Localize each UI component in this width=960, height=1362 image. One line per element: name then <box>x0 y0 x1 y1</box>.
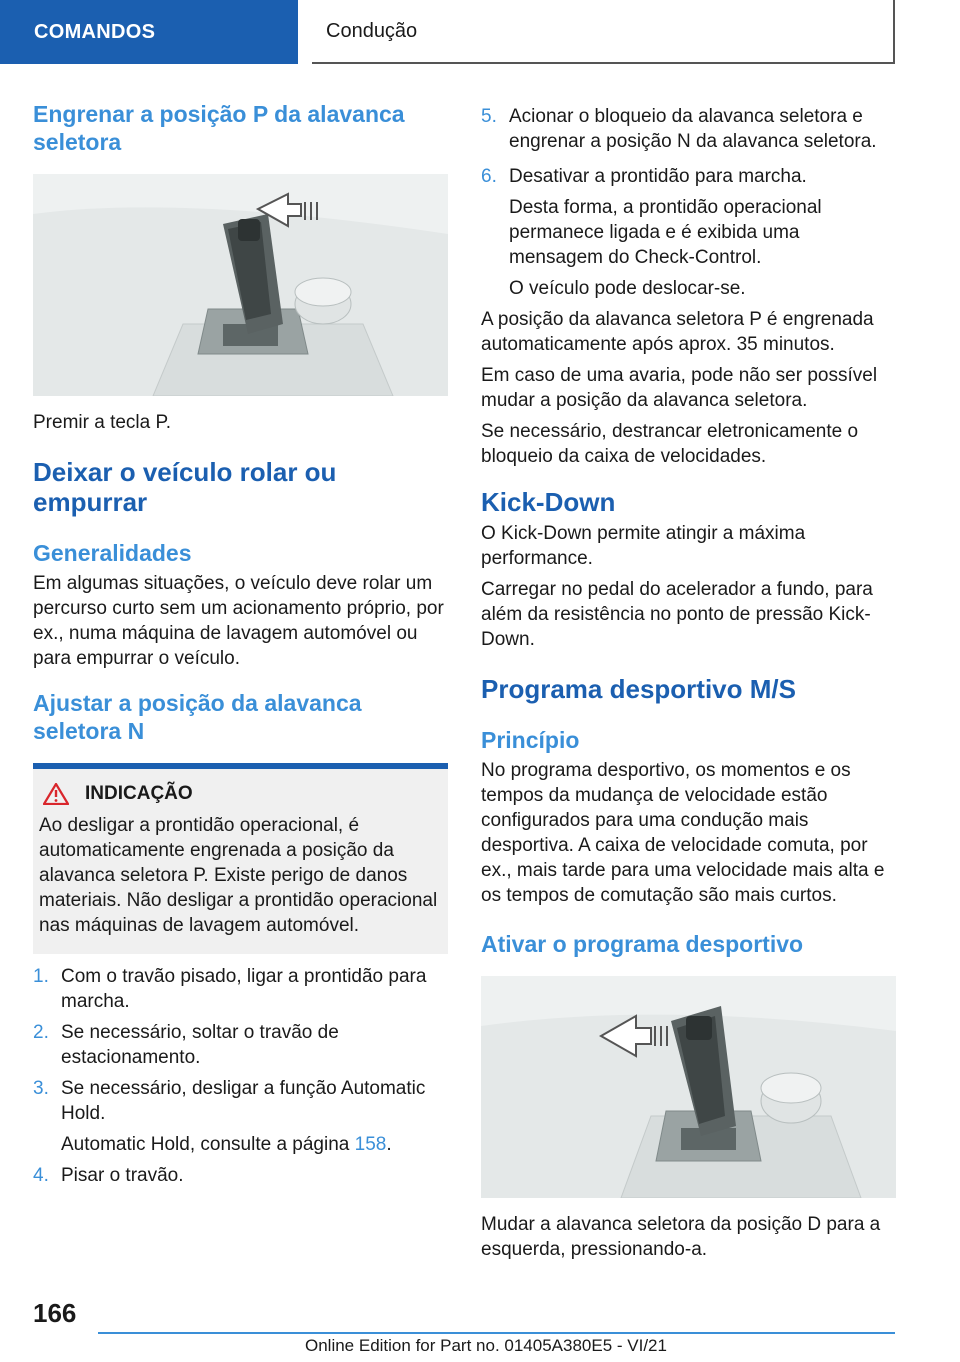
section-tab: COMANDOS <box>0 0 298 64</box>
page-number: 166 <box>33 1298 77 1328</box>
list-number: 2. <box>33 1022 49 1043</box>
paragraph-auto-p: A posição da alavanca seletora P é engrenada automaticamente após aprox. 35 minutos. <box>481 309 874 355</box>
list-item <box>481 164 896 189</box>
notice-box <box>33 769 448 954</box>
list-number: 5. <box>481 106 497 127</box>
step6-note-1: Desta forma, a prontidão operacional permanece ligada e é exibida uma mensagem do Check-Control. <box>509 197 822 268</box>
notice-header <box>39 783 440 805</box>
gear-selector-p-image <box>33 174 448 396</box>
list-item <box>33 1020 448 1070</box>
heading-roll-push: Deixar o veículo rolar ou empurrar <box>33 457 337 517</box>
paragraph-unlock: Se necessário, destrancar eletronicamente o bloqueio da caixa de velocidades. <box>481 421 859 467</box>
list-item <box>33 964 448 1014</box>
list-number: 3. <box>33 1078 49 1099</box>
heading-adjust-n: Ajustar a posição da alavanca seletora N <box>33 690 362 744</box>
chapter-title: Condução <box>312 0 895 64</box>
list-text: Se necessário, desligar a função Automatic Hold. <box>61 1078 426 1124</box>
caption-press-p: Premir a tecla P. <box>33 412 171 433</box>
step3-ref-text: Automatic Hold, consulte a página <box>61 1134 355 1155</box>
left-column <box>33 100 448 1188</box>
list-item <box>33 1163 448 1188</box>
gear-selector-sport-illustration <box>481 976 896 1198</box>
heading-activate-sport: Ativar o programa desportivo <box>481 931 804 957</box>
caption-sport: Mudar a alavanca seletora da posição D para a esquerda, pressionando-a. <box>481 1214 881 1260</box>
list-number: 1. <box>33 966 49 987</box>
gear-selector-p-illustration <box>33 174 448 396</box>
paragraph-general: Em algumas situações, o veículo deve rolar um percurso curto sem um acionamento próprio, por ex., numa máquina de lavagem automóvel ou para empurrar o veículo. <box>33 573 444 669</box>
list-item <box>481 104 896 154</box>
paragraph-principle: No programa desportivo, os momentos e os tempos da mudança de velocidade estão configurados para uma condução mais desportiva. A caixa de velocidade comuta, por ex., mais tarde para uma velocidade mais alta e os tempos de comutação são mais curtos. <box>481 760 885 906</box>
right-column <box>481 104 896 1262</box>
paragraph-kickdown-1: O Kick-Down permite atingir a máxima performance. <box>481 523 806 569</box>
list-number: 4. <box>33 1165 49 1186</box>
warning-triangle-icon <box>43 783 69 805</box>
step3-reference <box>33 1132 448 1157</box>
heading-kickdown: Kick-Down <box>481 487 616 517</box>
list-text: Se necessário, soltar o travão de estacionamento. <box>61 1022 339 1068</box>
paragraph-kickdown-2: Carregar no pedal do acelerador a fundo, para além da resistência no ponto de pressão Kick-Down. <box>481 579 873 650</box>
list-item <box>33 1076 448 1126</box>
step3-ref-end: . <box>386 1134 392 1155</box>
footer-edition: Online Edition for Part no. 01405A380E5 - VI/21 <box>305 1336 667 1355</box>
step6-note-2: O veículo pode deslocar-se. <box>509 278 746 299</box>
heading-sport-program: Programa desportivo M/S <box>481 674 796 704</box>
list-text: Desativar a prontidão para marcha. <box>509 166 807 187</box>
heading-general: Generalidades <box>33 540 192 566</box>
notice-text: Ao desligar a prontidão operacional, é automaticamente engrenada a posição da alavanca seletora P. Existe perigo de danos materiais. Não desligar a prontidão operacional nas máquinas de lavagem automóvel. <box>39 815 438 936</box>
list-number: 6. <box>481 166 497 187</box>
list-text: Com o travão pisado, ligar a prontidão para marcha. <box>61 966 427 1012</box>
footer-divider <box>98 1332 895 1334</box>
notice-title: INDICAÇÃO <box>85 783 193 804</box>
heading-engage-p: Engrenar a posição P da alavanca seletora <box>33 101 405 155</box>
paragraph-fault: Em caso de uma avaria, pode não ser possível mudar a posição da alavanca seletora. <box>481 365 878 411</box>
page-link-158[interactable]: 158 <box>354 1134 387 1155</box>
gear-selector-sport-image <box>481 976 896 1198</box>
heading-principle: Princípio <box>481 727 580 753</box>
list-text: Pisar o travão. <box>61 1165 184 1186</box>
list-text: Acionar o bloqueio da alavanca seletora e engrenar a posição N da alavanca seletora. <box>509 106 877 152</box>
